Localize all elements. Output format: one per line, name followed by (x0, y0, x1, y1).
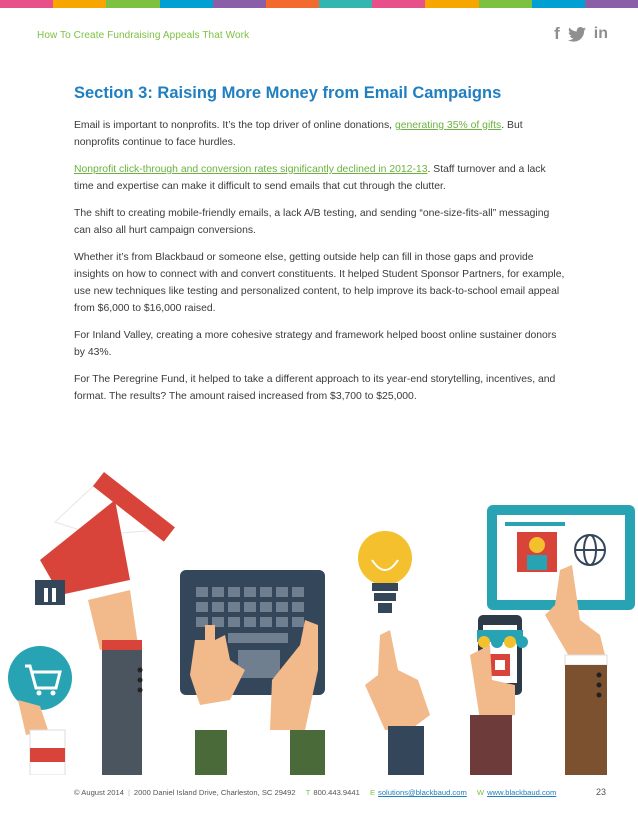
shopping-cart-icon (8, 646, 72, 710)
link-generating-gifts[interactable]: generating 35% of gifts (394, 120, 502, 131)
footer-address: 2000 Daniel Island Drive, Charleston, SC 29492 (133, 788, 296, 797)
paragraph-4: Whether it’s from Blackbaud or someone else, getting outside help can fill in those gaps and provide insights on how to connect with and convert constituents. It helped Student Sponsor Partners, for example, use new techniques like testing and personalized content, to help improve its back-to-school email appeal from $6,000 to $16,000 raised. (74, 252, 565, 314)
link-click-through-rates[interactable]: Nonprofit click-through and conversion rates significantly declined in 2012-13 (74, 164, 428, 175)
megaphone-icon (35, 472, 175, 605)
linkedin-icon[interactable]: in (593, 25, 608, 42)
hands-illustration (0, 430, 638, 775)
footer-phone-label: T (305, 788, 311, 797)
footer-phone[interactable]: 800.443.9441 (313, 788, 360, 797)
footer-date: © August 2014 (74, 788, 124, 797)
color-stripe (0, 0, 638, 8)
paragraph-6: For The Peregrine Fund, it helped to take a different approach to its year-end storytelling, incentives, and format. The results? The amount raised increased from $3,700 to $25,000. (74, 374, 556, 402)
footer-email-label: E (369, 788, 376, 797)
social-links (554, 24, 608, 44)
twitter-icon[interactable] (568, 27, 586, 42)
page-number: 23 (595, 787, 606, 797)
paragraph-5: For Inland Valley, creating a more cohesive strategy and framework helped boost online sustainer donors by 43%. (74, 330, 557, 358)
section-title: Section 3: Raising More Money from Email Campaigns (74, 84, 502, 102)
footer-web-link[interactable]: www.blackbaud.com (487, 788, 557, 797)
paragraph-1: Email is important to nonprofits. It’s the top driver of online donations, generating 35% of gifts. But nonprofits continue to face hurdles. (74, 120, 523, 148)
paragraph-2: Nonprofit click-through and conversion rates significantly declined in 2012-13. Staff turnover and a lack time and expertise can make it difficult to send emails that cut through the clutter. (74, 164, 546, 192)
footer: © August 2014 | 2000 Daniel Island Drive, Charleston, SC 29492 T 800.443.9441 E solutions@blackbaud.com W www.blackbaud.com (74, 788, 557, 797)
facebook-icon[interactable]: f (554, 24, 560, 43)
footer-web-label: W (476, 788, 485, 797)
running-title: How To Create Fundraising Appeals That Work (37, 30, 250, 41)
footer-email-link[interactable]: solutions@blackbaud.com (378, 788, 467, 797)
section-content (74, 84, 566, 415)
lightbulb-icon (358, 531, 412, 613)
paragraph-3: The shift to creating mobile-friendly emails, a lack A/B testing, and sending “one-size-fits-all” messaging can also all hurt campaign conversions. (74, 208, 550, 236)
